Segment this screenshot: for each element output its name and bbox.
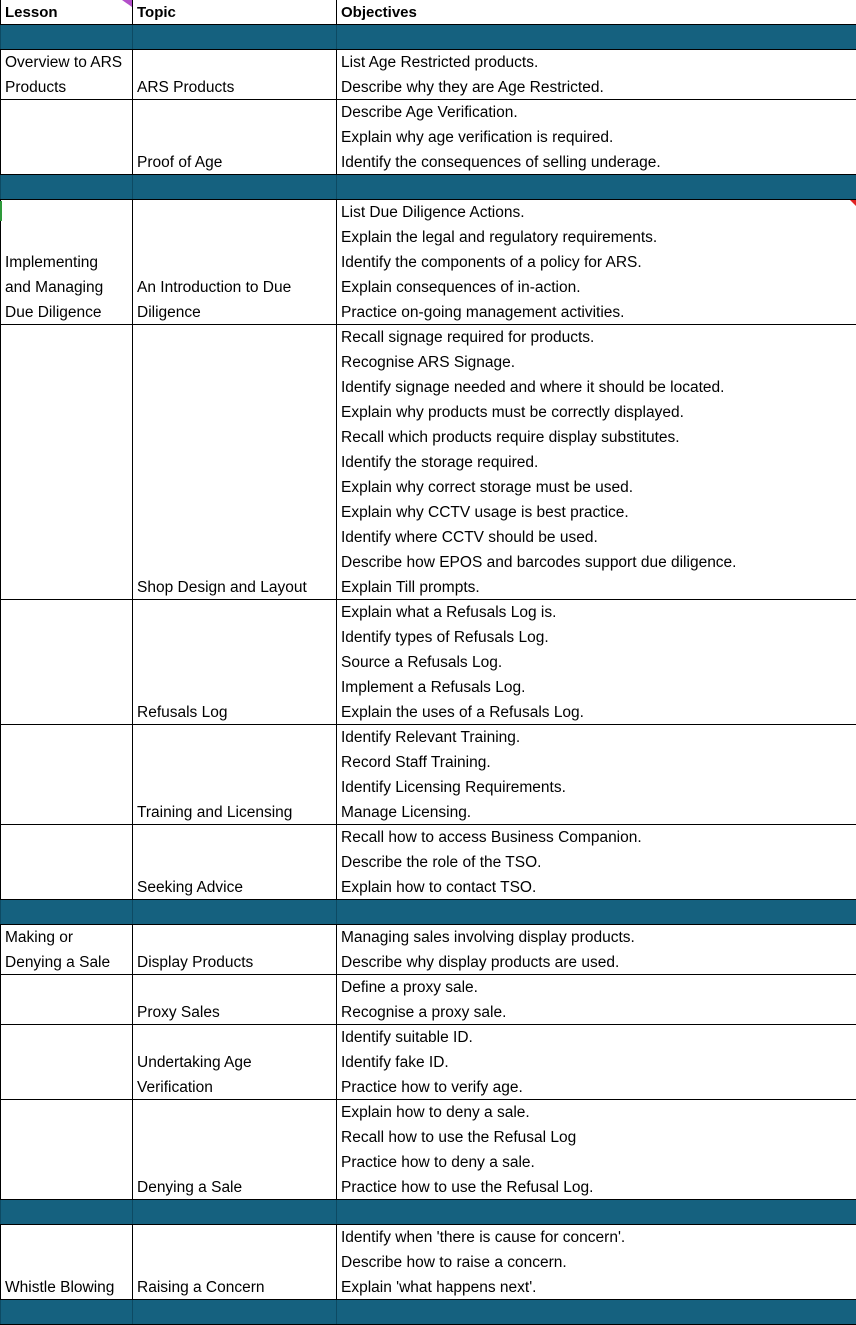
lesson-cell[interactable] <box>0 1200 133 1225</box>
topic-text: ARS Products <box>137 79 235 96</box>
topic-text: Refusals Log <box>137 704 228 721</box>
topic-text: Training and Licensing <box>137 804 293 821</box>
lesson-row <box>0 825 856 900</box>
objectives-text: Explain how to contact TSO. <box>341 879 537 896</box>
objectives-text: Explain consequences of in-action. <box>341 279 581 296</box>
objectives-text: Describe how to raise a concern. <box>341 1254 567 1271</box>
objectives-text: Recall which products require display substitutes. <box>341 429 680 446</box>
lesson-row <box>0 200 856 325</box>
objectives-cell[interactable] <box>336 100 856 175</box>
objectives-text: Recall signage required for products. <box>341 329 595 346</box>
lesson-cell[interactable] <box>0 175 133 200</box>
objectives-text: Implement a Refusals Log. <box>341 679 526 696</box>
lesson-text: Products <box>5 79 67 96</box>
objectives-text: Manage Licensing. <box>341 804 472 821</box>
topic-cell[interactable] <box>132 1025 337 1100</box>
objectives-text: Explain why age verification is required. <box>341 129 614 146</box>
objectives-cell[interactable] <box>336 175 856 200</box>
lesson-cell[interactable] <box>0 1300 133 1325</box>
section-separator-row <box>0 1300 856 1325</box>
objectives-text: Record Staff Training. <box>341 754 491 771</box>
note-indicator-icon[interactable] <box>850 200 856 206</box>
objectives-text: Identify where CCTV should be used. <box>341 529 598 546</box>
objectives-text: Recall how to access Business Companion. <box>341 829 642 846</box>
topic-text: Display Products <box>137 954 254 971</box>
lesson-text: Whistle Blowing <box>5 1279 115 1296</box>
lesson-row <box>0 50 856 100</box>
header-topic: Topic <box>137 4 176 21</box>
objectives-text: Managing sales involving display products. <box>341 929 635 946</box>
lesson-cell[interactable] <box>0 600 133 725</box>
lesson-cell[interactable] <box>0 925 133 975</box>
lesson-cell[interactable] <box>0 825 133 900</box>
topic-text: Shop Design and Layout <box>137 579 307 596</box>
objectives-text: Practice how to verify age. <box>341 1079 523 1096</box>
topic-cell[interactable] <box>132 975 337 1025</box>
lesson-row <box>0 975 856 1025</box>
lesson-text: Denying a Sale <box>5 954 111 971</box>
lesson-row <box>0 325 856 600</box>
section-separator-row <box>0 175 856 200</box>
header-cell-topic[interactable] <box>132 0 337 25</box>
objectives-text: Explain why correct storage must be used. <box>341 479 634 496</box>
objectives-text: Describe Age Verification. <box>341 104 518 121</box>
topic-cell[interactable] <box>132 50 337 100</box>
objectives-cell[interactable] <box>336 25 856 50</box>
header-cell-objectives[interactable] <box>336 0 856 25</box>
objectives-cell[interactable] <box>336 975 856 1025</box>
lesson-cell[interactable] <box>0 725 133 825</box>
topic-cell[interactable] <box>132 100 337 175</box>
objectives-text: Recognise a proxy sale. <box>341 1004 507 1021</box>
lesson-cell[interactable] <box>0 975 133 1025</box>
section-separator-row <box>0 900 856 925</box>
lesson-cell[interactable] <box>0 100 133 175</box>
topic-text: Seeking Advice <box>137 879 243 896</box>
topic-text: Undertaking Age <box>137 1054 252 1071</box>
objectives-text: Describe how EPOS and barcodes support due diligence. <box>341 554 737 571</box>
objectives-text: Identify the components of a policy for ARS. <box>341 254 642 271</box>
objectives-cell[interactable] <box>336 325 856 600</box>
lesson-row <box>0 1225 856 1300</box>
topic-cell[interactable] <box>132 1225 337 1300</box>
comment-indicator-icon[interactable] <box>122 0 132 7</box>
topic-cell[interactable] <box>132 325 337 600</box>
lesson-row <box>0 100 856 175</box>
lesson-row <box>0 925 856 975</box>
topic-text: An Introduction to Due <box>137 279 292 296</box>
lesson-row <box>0 600 856 725</box>
objectives-cell[interactable] <box>336 1100 856 1200</box>
topic-cell[interactable] <box>132 925 337 975</box>
section-separator-row <box>0 1200 856 1225</box>
topic-text: Denying a Sale <box>137 1179 243 1196</box>
objectives-text: Identify types of Refusals Log. <box>341 629 549 646</box>
topic-text: Raising a Concern <box>137 1279 265 1296</box>
cell-selection-marker <box>0 201 2 221</box>
objectives-text: Recognise ARS Signage. <box>341 354 516 371</box>
objectives-text: Describe the role of the TSO. <box>341 854 542 871</box>
objectives-text: Source a Refusals Log. <box>341 654 503 671</box>
lesson-cell[interactable] <box>0 1225 133 1300</box>
objectives-cell[interactable] <box>336 50 856 100</box>
objectives-cell[interactable] <box>336 1225 856 1300</box>
objectives-cell[interactable] <box>336 600 856 725</box>
lesson-cell[interactable] <box>0 1025 133 1100</box>
objectives-text: Identify fake ID. <box>341 1054 449 1071</box>
objectives-text: Recall how to use the Refusal Log <box>341 1129 577 1146</box>
objectives-cell[interactable] <box>336 1200 856 1225</box>
topic-cell[interactable] <box>132 600 337 725</box>
topic-cell[interactable] <box>132 25 337 50</box>
topic-cell[interactable] <box>132 175 337 200</box>
topic-cell[interactable] <box>132 900 337 925</box>
topic-text: Proxy Sales <box>137 1004 220 1021</box>
header-objectives: Objectives <box>341 4 417 21</box>
objectives-text: List Due Diligence Actions. <box>341 204 525 221</box>
objectives-cell[interactable] <box>336 825 856 900</box>
objectives-text: Identify Relevant Training. <box>341 729 521 746</box>
objectives-text: Identify suitable ID. <box>341 1029 473 1046</box>
lesson-text: Due Diligence <box>5 304 102 321</box>
lesson-cell[interactable] <box>0 900 133 925</box>
objectives-text: Identify the storage required. <box>341 454 539 471</box>
topic-cell[interactable] <box>132 1200 337 1225</box>
objectives-text: Identify Licensing Requirements. <box>341 779 566 796</box>
objectives-text: Explain how to deny a sale. <box>341 1104 530 1121</box>
lesson-cell[interactable] <box>0 1100 133 1200</box>
topic-text: Diligence <box>137 304 201 321</box>
lesson-text: Making or <box>5 929 74 946</box>
lesson-row <box>0 1100 856 1200</box>
topic-cell[interactable] <box>132 1100 337 1200</box>
lesson-cell[interactable] <box>0 325 133 600</box>
objectives-text: Explain 'what happens next'. <box>341 1279 537 1296</box>
lesson-text: Implementing <box>5 254 99 271</box>
topic-text: Proof of Age <box>137 154 223 171</box>
objectives-text: Practice how to use the Refusal Log. <box>341 1179 594 1196</box>
objectives-text: Practice how to deny a sale. <box>341 1154 535 1171</box>
objectives-cell[interactable] <box>336 900 856 925</box>
lesson-cell[interactable] <box>0 25 133 50</box>
objectives-text: Explain the uses of a Refusals Log. <box>341 704 584 721</box>
topic-text: Verification <box>137 1079 213 1096</box>
objectives-cell[interactable] <box>336 1300 856 1325</box>
objectives-text: Define a proxy sale. <box>341 979 478 996</box>
section-separator-row <box>0 25 856 50</box>
objectives-cell[interactable] <box>336 1025 856 1100</box>
objectives-cell[interactable] <box>336 200 856 325</box>
lesson-row <box>0 1025 856 1100</box>
topic-cell[interactable] <box>132 1300 337 1325</box>
header-cell-lesson[interactable] <box>0 0 133 25</box>
objectives-cell[interactable] <box>336 925 856 975</box>
objectives-text: Identify signage needed and where it should be located. <box>341 379 725 396</box>
objectives-text: Explain what a Refusals Log is. <box>341 604 557 621</box>
lesson-cell[interactable] <box>0 200 133 325</box>
objectives-text: Describe why they are Age Restricted. <box>341 79 604 96</box>
objectives-text: Describe why display products are used. <box>341 954 620 971</box>
lesson-text: Overview to ARS <box>5 54 123 71</box>
topic-cell[interactable] <box>132 200 337 325</box>
topic-cell[interactable] <box>132 725 337 825</box>
objectives-text: Explain Till prompts. <box>341 579 480 596</box>
objectives-text: List Age Restricted products. <box>341 54 539 71</box>
objectives-text: Practice on-going management activities. <box>341 304 625 321</box>
lesson-cell[interactable] <box>0 50 133 100</box>
objectives-text: Explain why products must be correctly displayed. <box>341 404 684 421</box>
objectives-cell[interactable] <box>336 725 856 825</box>
objectives-text: Explain why CCTV usage is best practice. <box>341 504 629 521</box>
objectives-text: Identify when 'there is cause for concern'. <box>341 1229 626 1246</box>
header-lesson: Lesson <box>5 4 58 21</box>
lesson-text: and Managing <box>5 279 104 296</box>
topic-cell[interactable] <box>132 825 337 900</box>
objectives-text: Identify the consequences of selling underage. <box>341 154 661 171</box>
objectives-text: Explain the legal and regulatory requirements. <box>341 229 658 246</box>
lesson-row <box>0 725 856 825</box>
